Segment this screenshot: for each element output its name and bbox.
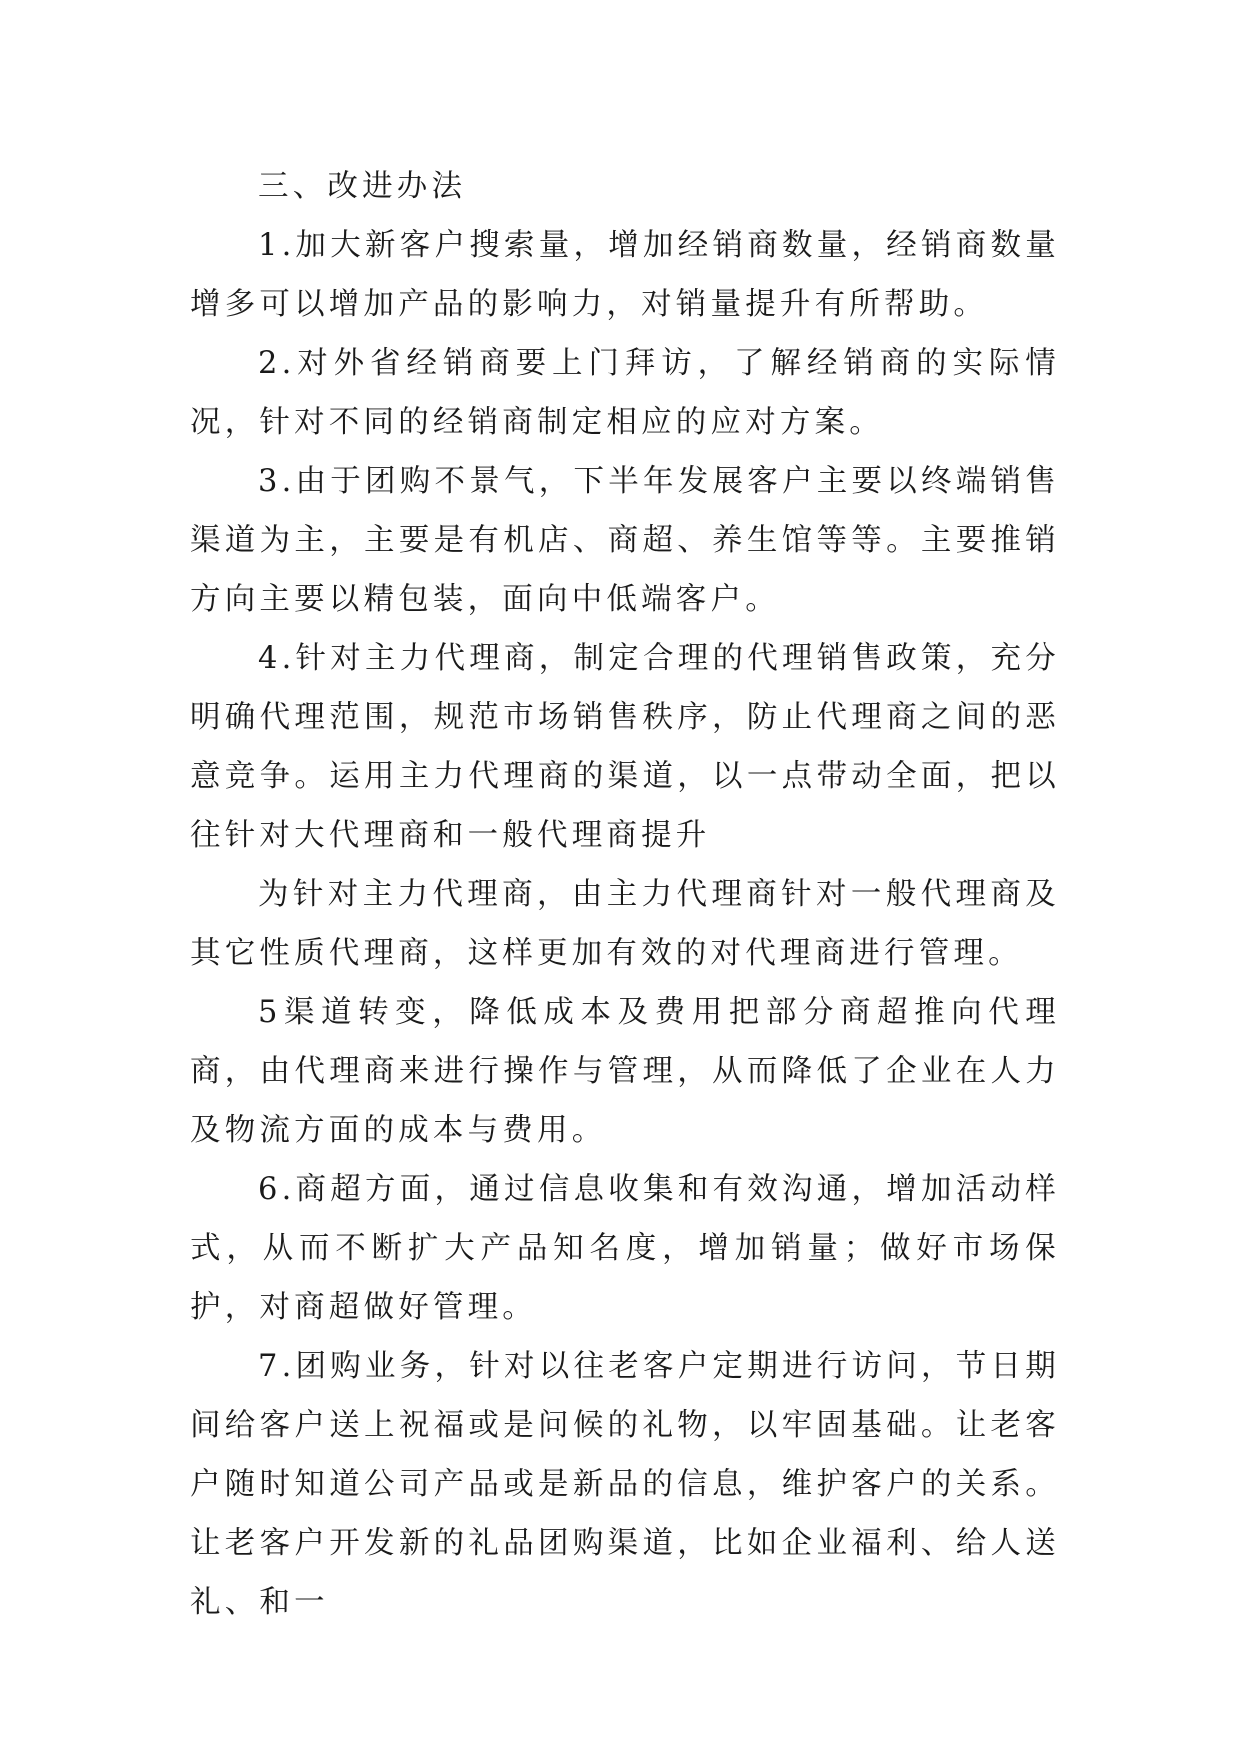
paragraph-2: 2.对外省经销商要上门拜访，了解经销商的实际情况，针对不同的经销商制定相应的应对方案。 — [190, 346, 1060, 440]
document-body — [190, 157, 1060, 1632]
paragraph-4-continued: 为针对主力代理商，由主力代理商针对一般代理商及其它性质代理商，这样更加有效的对代理商进行管理。 — [190, 877, 1060, 971]
paragraph-3: 3.由于团购不景气，下半年发展客户主要以终端销售渠道为主，主要是有机店、商超、养生馆等等。主要推销方向主要以精包装，面向中低端客户。 — [190, 464, 1060, 617]
paragraph-4: 4.针对主力代理商，制定合理的代理销售政策，充分明确代理范围，规范市场销售秩序，防止代理商之间的恶意竞争。运用主力代理商的渠道，以一点带动全面，把以往针对大代理商和一般代理商提升 — [190, 641, 1060, 853]
paragraph-5: 5渠道转变，降低成本及费用把部分商超推向代理商，由代理商来进行操作与管理，从而降低了企业在人力及物流方面的成本与费用。 — [190, 995, 1060, 1148]
paragraph-1: 1.加大新客户搜索量，增加经销商数量，经销商数量增多可以增加产品的影响力，对销量提升有所帮助。 — [190, 228, 1060, 322]
paragraph-7: 7.团购业务，针对以往老客户定期进行访问，节日期间给客户送上祝福或是问候的礼物，以牢固基础。让老客户随时知道公司产品或是新品的信息，维护客户的关系。让老客户开发新的礼品团购渠道，比如企业福利、给人送礼、和一 — [190, 1349, 1060, 1620]
section-heading: 三、改进办法 — [258, 169, 467, 204]
paragraph-6: 6.商超方面，通过信息收集和有效沟通，增加活动样式，从而不断扩大产品知名度，增加销量；做好市场保护，对商超做好管理。 — [190, 1172, 1060, 1325]
